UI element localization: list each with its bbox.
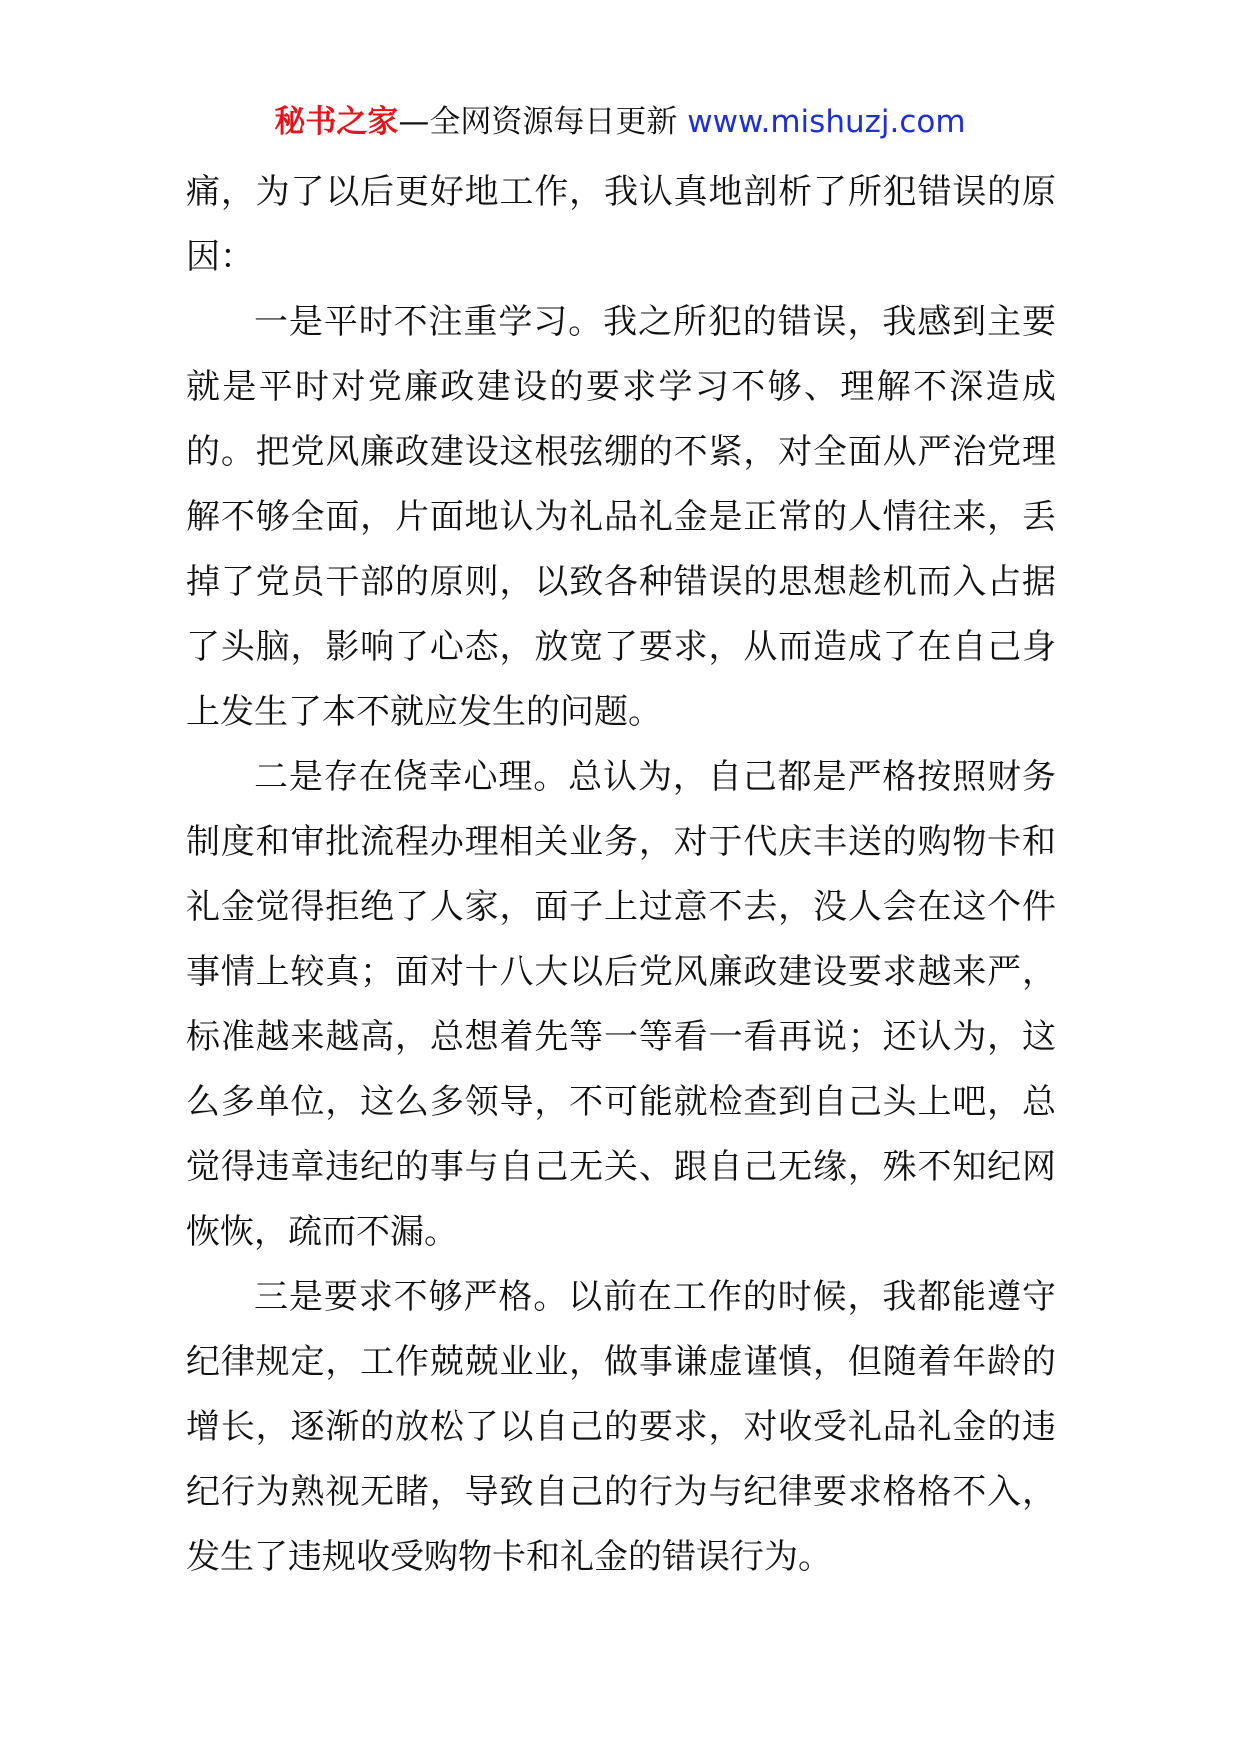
- page-header: [0, 100, 1240, 144]
- header-tagline: —全网资源每日更新: [398, 104, 678, 140]
- paragraph-continuation: 痛，为了以后更好地工作，我认真地剖析了所犯错误的原因：: [186, 172, 1056, 277]
- paragraph-reason-one: 一是平时不注重学习。我之所犯的错误，我感到主要就是平时对党廉政建设的要求学习不够、理解不深造成的。把党风廉政建设这根弦绷的不紧，对全面从严治党理解不够全面，片面地认为礼品礼金是正常的人情往来，丢掉了党员干部的原则，以致各种错误的思想趁机而入占据了头脑，影响了心态，放宽了要求，从而造成了在自己身上发生了本不就应发生的问题。: [186, 302, 1056, 732]
- paragraph-reason-three: 三是要求不够严格。以前在工作的时候，我都能遵守纪律规定，工作兢兢业业，做事谦虚谨慎，但随着年龄的增长，逐渐的放松了以自己的要求，对收受礼品礼金的违纪行为熟视无睹，导致自己的行为与纪律要求格格不入，发生了违规收受购物卡和礼金的错误行为。: [186, 1277, 1056, 1577]
- brand-name: 秘书之家: [274, 104, 399, 140]
- site-url-link[interactable]: www.mishuzj.com: [687, 104, 966, 140]
- paragraph-reason-two: 二是存在侥幸心理。总认为，自己都是严格按照财务制度和审批流程办理相关业务，对于代庆丰送的购物卡和礼金觉得拒绝了人家，面子上过意不去，没人会在这个件事情上较真；面对十八大以后党风廉政建设要求越来严，标准越来越高，总想着先等一等看一看再说；还认为，这么多单位，这么多领导，不可能就检查到自己头上吧，总觉得违章违纪的事与自己无关、跟自己无缘，殊不知纪网恢恢，疏而不漏。: [186, 757, 1056, 1252]
- document-body: [186, 160, 1056, 1590]
